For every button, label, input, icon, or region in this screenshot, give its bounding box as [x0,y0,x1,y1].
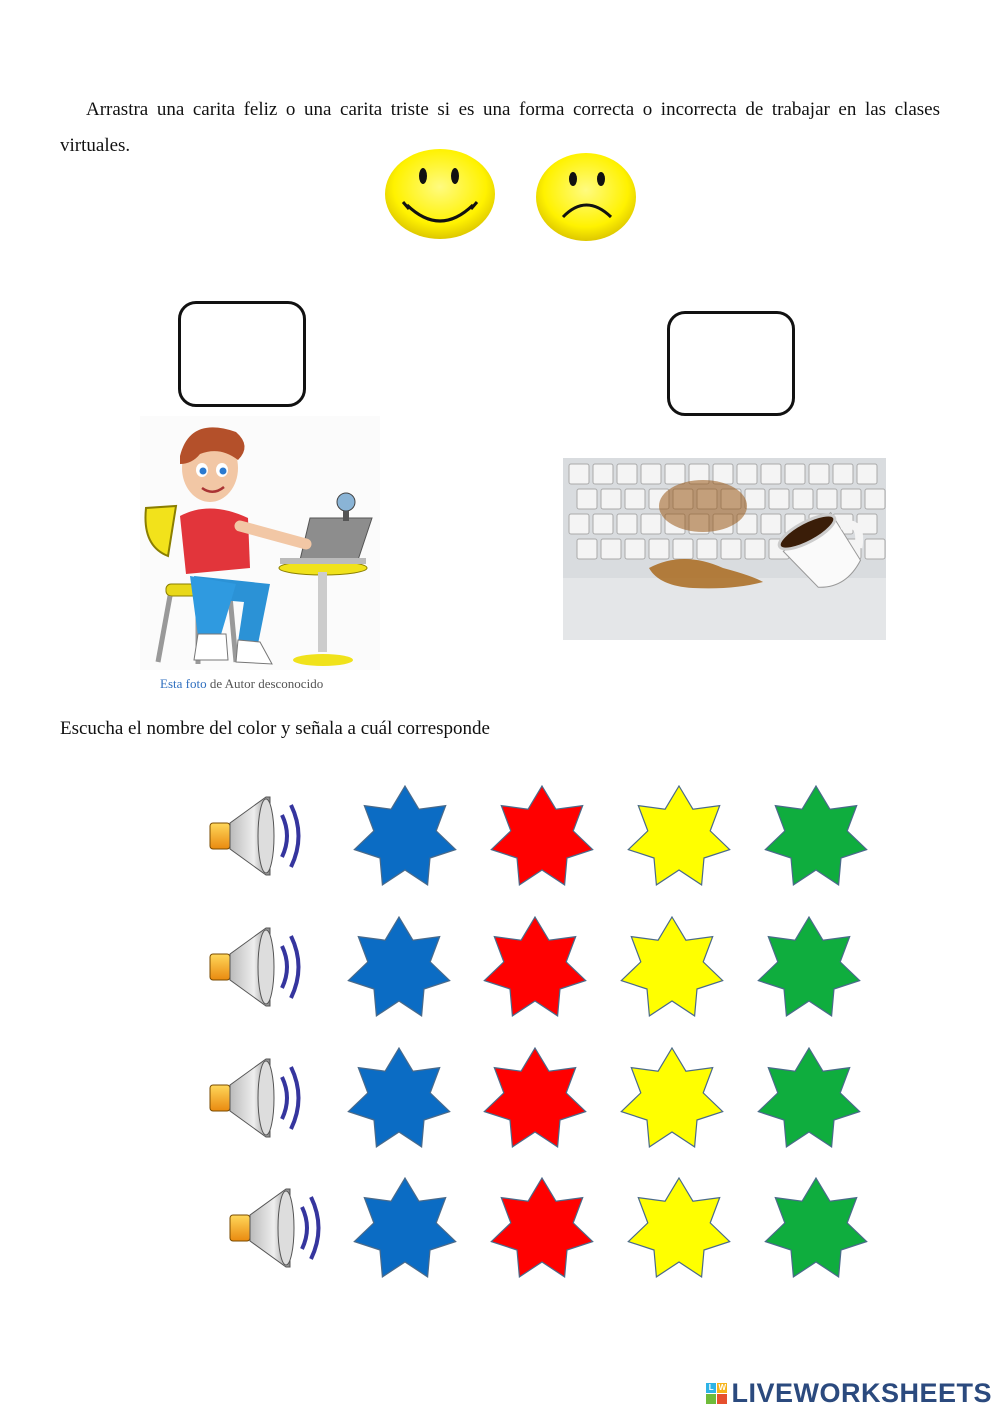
keyboard-key [865,489,885,509]
keyboard-key [641,464,661,484]
instruction-listen-colors: Escucha el nombre del color y señala a cuál corresponde [60,718,490,739]
keyboard-key [761,514,781,534]
keyboard-key [673,539,693,559]
keyboard-key [617,464,637,484]
star-shape [491,1178,592,1277]
keyboard-key [793,489,813,509]
keyboard-key [649,539,669,559]
red-star-row-4[interactable] [487,1177,597,1281]
happy-face-draggable[interactable] [383,147,497,241]
green-star-row-3[interactable] [754,1047,864,1151]
star-shape [621,1048,722,1147]
instruction-drag-faces: Arrastra una carita feliz o una carita triste si es una forma correcta o incorrecta de trabajar en las clases virtuales. [60,99,940,156]
star-shape [348,917,449,1016]
keyboard-key [785,464,805,484]
caption-text: de Autor desconocido [206,676,324,688]
logo-text: LIVEWORKSHEETS [731,1378,992,1408]
yellow-star-row-3[interactable] [617,1047,727,1151]
star-shape [628,786,729,885]
boy-at-laptop-image [140,416,380,670]
keyboard-key [569,514,589,534]
star-shape [491,786,592,885]
speaker-icon-row-2[interactable] [208,924,304,1010]
caption-link[interactable]: Esta foto [160,676,207,688]
keyboard-key [745,539,765,559]
keyboard-key [625,539,645,559]
star-shape [758,1048,859,1147]
keyboard-key [817,489,837,509]
keyboard-key [593,514,613,534]
keyboard-key [569,464,589,484]
blue-star-row-1[interactable] [350,785,460,889]
speaker-icon-row-4[interactable] [228,1185,324,1271]
star-shape [354,1178,455,1277]
red-star-row-1[interactable] [487,785,597,889]
red-star-row-2[interactable] [480,916,590,1020]
sad-face-draggable[interactable] [535,151,638,243]
star-shape [628,1178,729,1277]
keyboard-key [665,464,685,484]
green-star-row-2[interactable] [754,916,864,1020]
yellow-star-row-2[interactable] [617,916,727,1020]
star-shape [621,917,722,1016]
blue-star-row-4[interactable] [350,1177,460,1281]
keyboard-key [769,489,789,509]
drop-zone-left[interactable] [178,301,306,407]
keyboard-key [833,464,853,484]
keyboard-key [857,464,877,484]
blue-star-row-2[interactable] [344,916,454,1020]
yellow-star-row-1[interactable] [624,785,734,889]
keyboard-key [617,514,637,534]
logo-mark-icon: L W [706,1383,727,1404]
keyboard-key [737,464,757,484]
keyboard-key [865,539,885,559]
star-shape [484,1048,585,1147]
star-shape [354,786,455,885]
green-star-row-1[interactable] [761,785,871,889]
keyboard-key [761,464,781,484]
keyboard-key [697,539,717,559]
star-shape [765,786,866,885]
keyboard-key [593,464,613,484]
speaker-icon-row-3[interactable] [208,1055,304,1141]
keyboard-key [601,489,621,509]
keyboard-key [809,464,829,484]
keyboard-key [745,489,765,509]
speaker-icon-row-1[interactable] [208,793,304,879]
star-shape [348,1048,449,1147]
star-shape [484,917,585,1016]
keyboard-key [577,539,597,559]
keyboard-key [841,489,861,509]
image-caption [160,676,390,688]
keyboard-key [641,514,661,534]
keyboard-key [625,489,645,509]
blue-star-row-3[interactable] [344,1047,454,1151]
drop-zone-right[interactable] [667,311,795,416]
keyboard-key [721,539,741,559]
star-shape [765,1178,866,1277]
yellow-star-row-4[interactable] [624,1177,734,1281]
spilled-coffee-keyboard-image [563,458,886,640]
keyboard-key [577,489,597,509]
green-star-row-4[interactable] [761,1177,871,1281]
keyboard-key [601,539,621,559]
liveworksheets-logo [706,1378,992,1409]
keyboard-key [713,464,733,484]
red-star-row-3[interactable] [480,1047,590,1151]
star-shape [758,917,859,1016]
